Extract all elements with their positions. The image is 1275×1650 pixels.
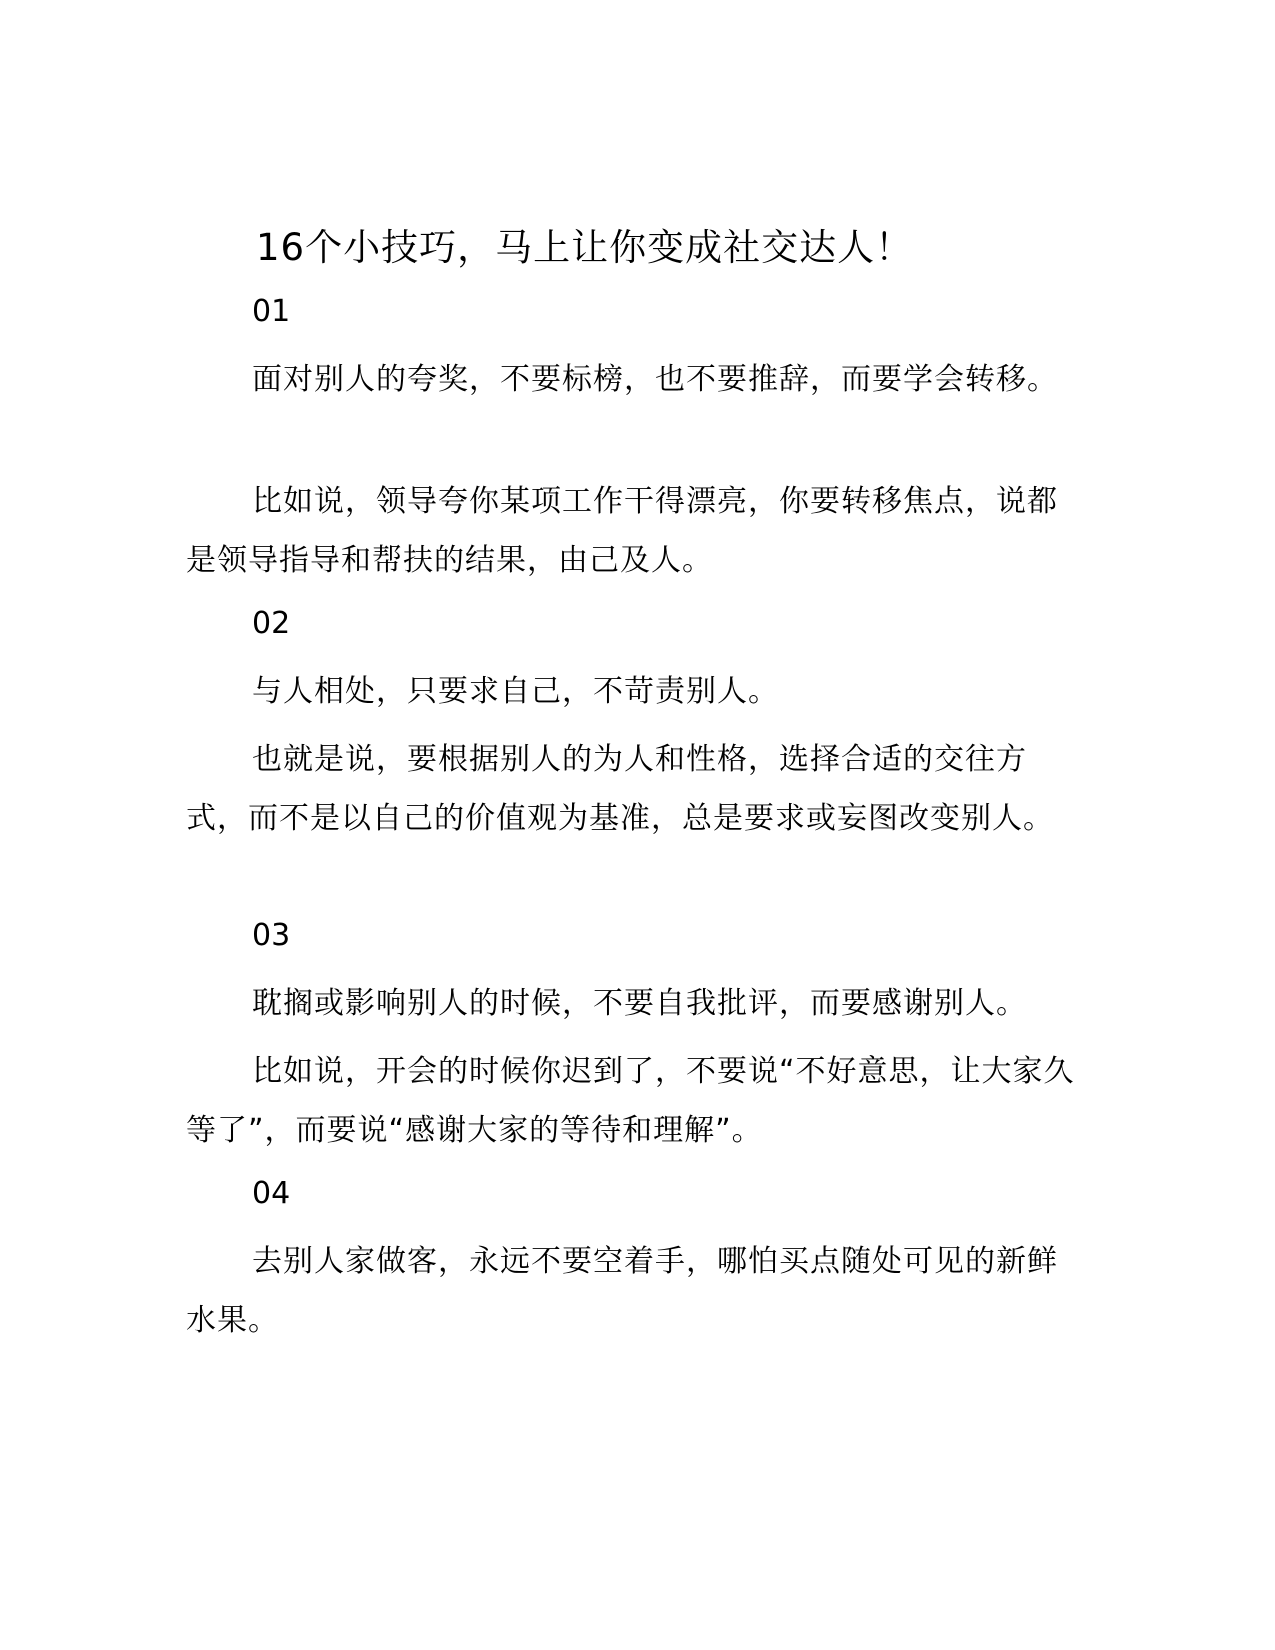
section-01-paragraph-1 (186, 350, 1086, 409)
section-02-paragraph-2 (186, 730, 1086, 848)
paragraph-text: 面对别人的夸奖，不要标榜，也不要推辞，而要学会转移。 (252, 362, 1058, 397)
section-04-paragraph-1 (186, 1232, 1086, 1350)
paragraph-text: 耽搁或影响别人的时候，不要自我批评，而要感谢别人。 (252, 986, 1027, 1021)
section-number-03: 03 (252, 918, 291, 953)
paragraph-text: 比如说，领导夸你某项工作干得漂亮，你要转移焦点，说都是领导指导和帮扶的结果，由己及人。 (186, 484, 1058, 578)
paragraph-text: 比如说，开会的时候你迟到了，不要说“不好意思，让大家久等了”，而要说“感谢大家的等待和理解”。 (186, 1054, 1075, 1148)
section-03-paragraph-2 (186, 1042, 1086, 1160)
paragraph-text: 也就是说，要根据别人的为人和性格，选择合适的交往方式，而不是以自己的价值观为基准，总是要求或妄图改变别人。 (186, 742, 1054, 836)
paragraph-text: 与人相处，只要求自己，不苛责别人。 (252, 674, 779, 709)
section-01-paragraph-2 (186, 472, 1086, 590)
paragraph-text: 去别人家做客，永远不要空着手，哪怕买点随处可见的新鲜水果。 (186, 1244, 1058, 1338)
section-02-paragraph-1 (186, 662, 1086, 721)
section-number-04: 04 (252, 1176, 291, 1211)
section-03-paragraph-1 (186, 974, 1086, 1033)
document-title: 16个小技巧，马上让你变成社交达人！ (256, 226, 914, 269)
section-number-01: 01 (252, 294, 291, 329)
section-number-02: 02 (252, 606, 291, 641)
